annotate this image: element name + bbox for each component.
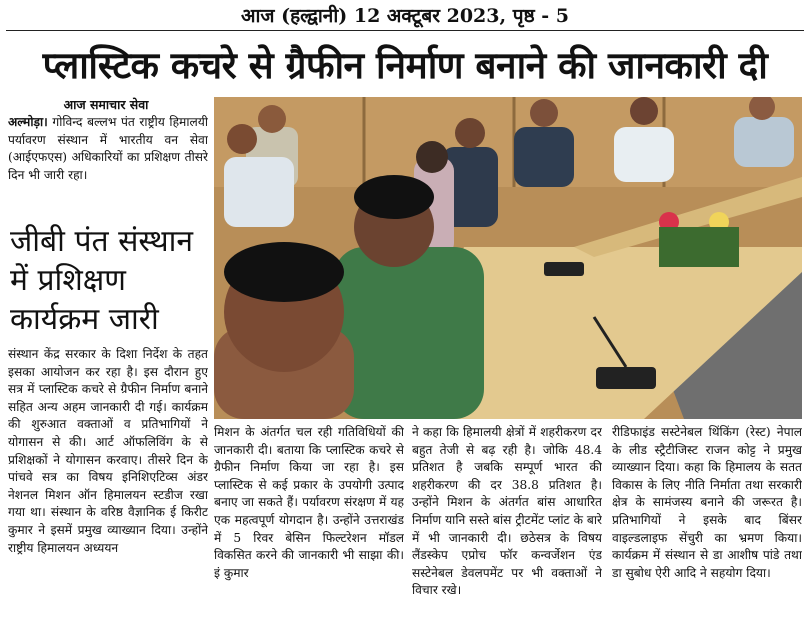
headline: प्लास्टिक कचरे से ग्रैफीन निर्माण बनाने की जानकारी दी (42, 44, 768, 87)
article-column-2 (214, 424, 404, 634)
lead-text: गोविन्द बल्लभ पंत राष्ट्रीय हिमालयी पर्यावरण संस्थान में भारतीय वन सेवा (आईएफएस) अधिकारियों का प्रशिक्षण तीसरे दिन भी जारी रहा। (8, 115, 208, 182)
subheading: जीबी पंत संस्थान में प्रशिक्षण कार्यक्रम जारी (10, 224, 194, 337)
meeting-photo-icon (214, 97, 802, 419)
lead-paragraph (8, 114, 208, 218)
column-2-text: मिशन के अंतर्गत चल रही गतिविधियों की जानकारी दी। बताया कि प्लास्टिक कचरे से ग्रैफीन निर्माण किया जा रहा है। इस प्लास्टिक से कई प्रकार के उपयोगी उत्पाद बनाए जा सकते हैं। पर्यावरण संरक्षण में यह एक महत्वपूर्ण योगदान है। उन्होंने उत्तराखंड में 5 रिवर बेसिन फिल्टरेशन मॉडल विकसित करने की जानकारी भी साझा की। इं कुमार (214, 425, 404, 580)
article-column-4 (612, 424, 802, 634)
column-3-text: ने कहा कि हिमालयी क्षेत्रों में शहरीकरण दर बहुत तेजी से बढ़ रही है। जोकि 48.4 प्रतिशत है जबकि सम्पूर्ण भारत की शहरीकरण की दर 38.8 प्रतिशत है। उन्होंने मिशन के अंतर्गत बांस आधारित निर्माण यानि सस्ते बांस ट्रीटमेंट प्लांट के बारे में भी जानकारी दी। छठेसत्र के विषय लैंडस्केप एप्रोच फॉर कन्वर्जेशन एंड सस्टेनेबल डेवलपमेंट पर भी वक्ताओं ने विचार रखे। (412, 425, 602, 598)
byline: आज समाचार सेवा (63, 97, 149, 112)
article-column-1 (8, 346, 208, 634)
article-column-3 (412, 424, 602, 634)
lead-location: अल्मोड़ा। (8, 115, 48, 129)
column-1-text: संस्थान केंद्र सरकार के दिशा निर्देश के तहत इसका आयोजन कर रहा है। इस दौरान हुए सत्र में प्लास्टिक कचरे से ग्रैफीन निर्माण बनाने सहित अन्य अहम जानकारी दी गई। कार्यक्रम की शुरुआत वक्ताओं व प्रतिभागियों ने योगासन से की। आर्ट ऑफलिविंग के से प्रशिक्षकों ने योगासन करवाए। तीसरे दिन के पांचवे सत्र का विषय इनिशिएटिव्स अंडर नेशनल मिशन ऑन हिमालयन स्टडीज रखा गया था। संस्थान के वरिष्ठ वैज्ञानिक ई किरीट कुमार ने इसमें प्रमुख व्याख्यान दिया। उन्होंने राष्ट्रीय हिमालयन अध्ययन (8, 347, 208, 555)
top-rule (6, 30, 804, 31)
meeting-photo (214, 97, 802, 419)
column-4-text: रीडिफाइंड सस्टेनेबल थिंकिंग (रेस्ट) नेपाल के लीड स्ट्रैटीजिस्ट राजन कोट्ट ने प्रमुख व्याख्यान दिया। कहा कि हिमालय के सतत विकास के लिए नीति निर्माता तथा सरकारी क्षेत्र के सामंजस्य बनाने की जरूरत है। प्रतिभागियों ने इसके बाद बिंसर वाइल्डलाइफ सेंचुरी का भ्रमण किया। कार्यक्रम में संस्थान से डा आशीष पांडे तथा डा सुबोध ऐरी आदि ने सहयोग दिया। (612, 425, 802, 580)
dateline: आज (हल्द्वानी) 12 अक्टूबर 2023, पृष्ठ - 5 (240, 5, 570, 27)
